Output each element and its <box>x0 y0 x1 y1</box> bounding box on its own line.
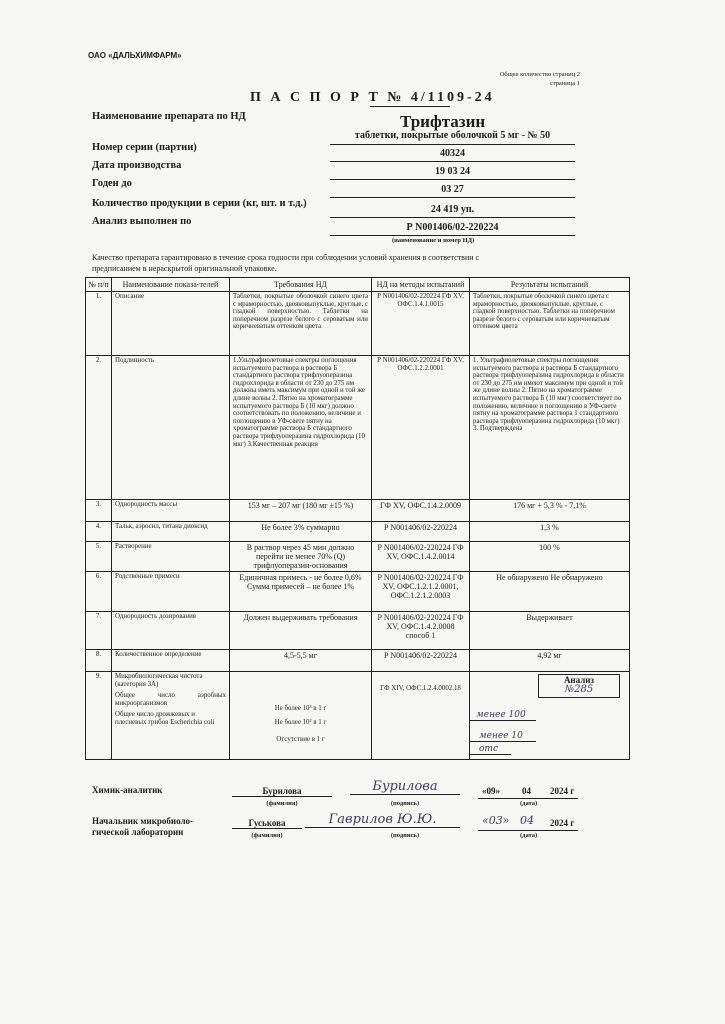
col-header-name: Наименование показа-телей <box>112 278 230 292</box>
chemist-name-caption: (фамилия) <box>266 800 298 807</box>
row-name: Тальк, аэросил, титана диоксид <box>112 522 230 542</box>
row-method: Р N001406/02-220224 <box>372 522 470 542</box>
row-result: Таблетки, покрытые оболочкой синего цвета с мраморностью, двояковыпуклые, круглые, с гладкой поверхностью. Таблетки на поперечном разрезе белого с сероватым или коричневатым оттенком цвета <box>470 292 630 356</box>
microbiology-method: ГФ XIV, ОФС.1.2.4.0002.18 <box>380 685 461 692</box>
head-date-caption: (дата) <box>520 832 538 839</box>
row-result: Не обнаружено Не обнаружено <box>470 572 630 612</box>
total-pages: Общее количество страниц 2 <box>499 71 580 78</box>
table-row <box>86 500 630 522</box>
analysis-stamp <box>538 674 620 698</box>
drug-name-label: Наименование препарата по НД <box>92 111 246 122</box>
quality-statement: Качество препарата гарантировано в течение срока годности при соблюдении условий хранения в соответствии с предписанием в нераскрытой оригинальной упаковке. <box>92 253 480 273</box>
aerobic-requirement: Не более 10³ в 1 г <box>274 705 327 712</box>
row-method: Р N001406/02-220224 ГФ XV, ОФС.1.2.1.2.0001, ОФС.1.2.1.2.0003 <box>372 572 470 612</box>
row-number: 6. <box>86 572 112 612</box>
row-number: 3. <box>86 500 112 522</box>
batch-value: 40324 <box>440 148 465 159</box>
batch-line <box>330 161 575 162</box>
analysis-stamp-label: Анализ <box>563 675 595 685</box>
results-table <box>85 277 630 760</box>
row-requirement: Таблетки, покрытые оболочкой синего цвета с мраморностью, двояковыпуклые, круглые, с гладкой поверхностью. Таблетки на поперечном разрезе белого с сероватым или коричневатым оттенком цвета <box>230 292 372 356</box>
head-date-month: 04 <box>520 814 534 827</box>
head-date-day: «03» <box>482 814 510 827</box>
row-method: Р N001406/02-220224 ГФ XV, ОФС.1.2.2.0001 <box>372 356 470 500</box>
head-sign-caption: (подпись) <box>390 832 420 839</box>
expiry-value: 03 27 <box>441 184 464 195</box>
row-name: Описание <box>112 292 230 356</box>
row-requirement <box>230 672 372 760</box>
row-method: Р N001406/02-220224 ГФ XV, ОФС.1.4.1.0015 <box>372 292 470 356</box>
table-row <box>86 650 630 672</box>
row-result: 100 % <box>470 542 630 572</box>
row-number: 9. <box>86 672 112 760</box>
row-number: 7. <box>86 612 112 650</box>
handwritten-ecoli-result: отс <box>470 744 512 755</box>
head-name: Гуськова <box>232 818 302 829</box>
fungi-label: Общее число дрожжевых и плесневых грибов Escherichia coli <box>115 711 215 726</box>
row-result <box>470 672 630 760</box>
row-requirement: 153 мг – 207 мг (180 мг ±15 %) <box>230 500 372 522</box>
production-date-line <box>330 179 575 180</box>
row-number: 2. <box>86 356 112 500</box>
quantity-line <box>330 217 575 218</box>
drug-form: таблетки, покрытые оболочкой 5 мг - № 50 <box>354 130 551 141</box>
row-number: 8. <box>86 650 112 672</box>
aerobic-label: Общее число аэробных микроорганизмов <box>115 692 226 707</box>
table-row <box>86 356 630 500</box>
head-name-caption: (фамилия) <box>251 832 283 839</box>
table-row <box>86 612 630 650</box>
head-role: Начальник микробиоло-гической лаборатории <box>92 816 194 837</box>
row-result: 4,92 мг <box>470 650 630 672</box>
head-date-year: 2024 г <box>550 818 575 828</box>
row-number: 1. <box>86 292 112 356</box>
row-method <box>372 672 470 760</box>
chemist-signature: Бурилова <box>350 779 460 795</box>
current-page: страница 1 <box>549 80 580 87</box>
row-method: ГФ XV, ОФС.1.4.2.0009 <box>372 500 470 522</box>
table-row-microbiology <box>86 672 630 760</box>
expiry-line <box>330 197 575 198</box>
col-header-requirements: Требования НД <box>230 278 372 292</box>
row-name <box>112 672 230 760</box>
row-requirement: Не более 3% суммарно <box>230 522 372 542</box>
handwritten-aerobic-result: менее 100 <box>470 710 537 721</box>
head-signature: Гаврилов Ю.Ю. <box>305 812 460 828</box>
microbiology-title: Микробиологическая чистота (категория 3А) <box>115 673 203 688</box>
table-row <box>86 572 630 612</box>
analysis-note: (наименование и номер НД) <box>392 237 475 244</box>
analysis-stamp-number: №285 <box>564 684 594 695</box>
chemist-date-day: «09» <box>482 786 500 796</box>
fungi-requirement: Не более 10² в 1 г <box>274 718 327 726</box>
row-name: Родственные примеси <box>112 572 230 612</box>
row-result: 1,3 % <box>470 522 630 542</box>
drug-name: Трифтазин <box>400 112 486 131</box>
expiry-label: Годен до <box>92 178 132 189</box>
company-name: ОАО «ДАЛЬХИМФАРМ» <box>88 51 182 60</box>
col-header-results: Результаты испытаний <box>470 278 630 292</box>
chemist-date-caption: (дата) <box>520 800 538 807</box>
chemist-date-month: 04 <box>522 786 531 796</box>
analysis-label: Анализ выполнен по <box>92 216 192 227</box>
row-name: Однородность дозирования <box>112 612 230 650</box>
row-name: Подлинность <box>112 356 230 500</box>
quantity-value: 24 419 уп. <box>430 204 475 215</box>
table-row <box>86 522 630 542</box>
col-header-methods: НД на методы испытаний <box>372 278 470 292</box>
handwritten-fungi-result: менее 10 <box>470 731 537 742</box>
row-name: Количественное определение <box>112 650 230 672</box>
title-underline <box>370 106 450 107</box>
row-result: Выдерживает <box>470 612 630 650</box>
passport-title: П А С П О Р Т № 4/1109-24 <box>250 90 495 105</box>
row-result: 176 мг + 5,3 % - 7,1% <box>470 500 630 522</box>
production-date-value: 19 03 24 <box>435 166 470 177</box>
head-date-line <box>478 830 578 831</box>
row-number: 4. <box>86 522 112 542</box>
table-row <box>86 292 630 356</box>
row-result: 1. Ультрафиолетовые спектры поглощения испытуемого раствора и раствора Б стандартного раствора трифлуоперазина гидрохлорида в области от 230 до 275 нм имеют максимум при одной и той же длине волны 2. Пятно на хроматограмме испытуемого раствора Б (10 мкг) соответствует по положению, величине и поглощению в УФ-свете пятну на хроматограмме раствора 1 стандартного раствора трифлуоперазина гидрохлорида (10 мкг) 3. Подтверждена <box>470 356 630 500</box>
col-header-number: № п/п <box>86 278 112 292</box>
row-method: Р N001406/02-220224 <box>372 650 470 672</box>
row-method: Р N001406/02-220224 ГФ XV, ОФС.1.4.2.0014 <box>372 542 470 572</box>
row-requirement: Должен выдерживать требования <box>230 612 372 650</box>
table-header-row <box>86 278 630 292</box>
row-requirement: В раствор через 45 мин должно перейти не менее 70% (Q) трифлуоперазин-основания <box>230 542 372 572</box>
row-requirement: 1.Ультрафиолетовые спектры поглощения испытуемого раствора и раствора Б стандартного раствора трифлуоперазина гидрохлорида в области от 230 до 275 нм должны иметь максимум при одной и той же длине волны 2. Пятно на хроматограмме испытуемого раствора Б (10 мкг) должно соответствовать по положению, величине и поглощению в УФ-свете пятну на хроматограмме раствора Б стандартного раствора трифлуоперазина гидрохлорида (10 мкг) 3.Качественная реакция <box>230 356 372 500</box>
row-requirement: 4,5-5,5 мг <box>230 650 372 672</box>
row-number: 5. <box>86 542 112 572</box>
analysis-line <box>330 235 575 236</box>
chemist-name: Бурилова <box>232 786 332 797</box>
ecoli-requirement: Отсутствие в 1 г <box>276 736 325 744</box>
row-name: Растворение <box>112 542 230 572</box>
quantity-label: Количество продукции в серии (кг, шт. и т.д.) <box>92 198 307 209</box>
chemist-sign-caption: (подпись) <box>390 800 420 807</box>
chemist-role: Химик-аналитик <box>92 785 163 795</box>
form-line <box>330 144 575 145</box>
chemist-date-line <box>478 798 578 799</box>
chemist-date-year: 2024 г <box>550 786 575 796</box>
row-method: Р N001406/02-220224 ГФ XV, ОФС.1.4.2.0008 способ 1 <box>372 612 470 650</box>
analysis-value: Р N001406/02-220224 <box>406 222 499 233</box>
row-requirement: Единичная примесь - не более 0,6% Сумма примесей – не более 1% <box>230 572 372 612</box>
production-date-label: Дата производства <box>92 160 182 171</box>
row-name: Однородность массы <box>112 500 230 522</box>
page-count <box>480 70 580 88</box>
batch-label: Номер серии (партии) <box>92 142 197 153</box>
table-row <box>86 542 630 572</box>
